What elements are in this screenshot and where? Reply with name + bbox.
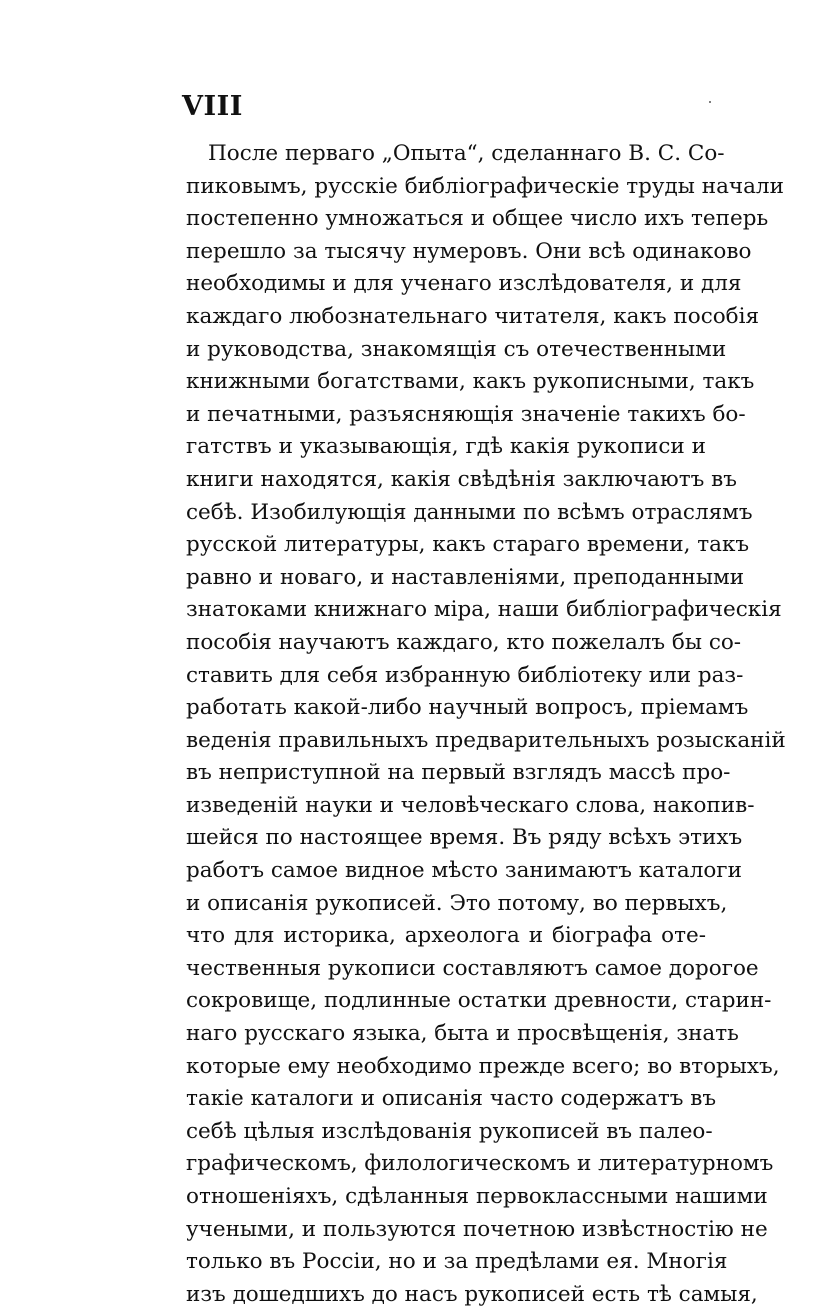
text-line: такіе каталоги и описанія часто содержатъ въ bbox=[186, 1086, 717, 1112]
text-line: и описанія рукописей. Это потому, во первыхъ, bbox=[186, 890, 728, 916]
text-line: необходимы и для ученаго изслѣдователя, и для bbox=[186, 271, 742, 297]
text-line: чественныя рукописи составляютъ самое дорогое bbox=[186, 955, 759, 981]
text-line: русской литературы, какъ стараго времени, такъ bbox=[186, 532, 750, 558]
text-line: пособія научаютъ каждаго, кто пожелалъ бы со- bbox=[186, 629, 742, 655]
text-line: наго русскаго языка, быта и просвѣщенія, знать bbox=[186, 1021, 739, 1047]
text-line: отношеніяхъ, сдѣланныя первоклассными нашими bbox=[186, 1184, 768, 1209]
text-line: равно и новаго, и наставленіями, преподанными bbox=[186, 564, 745, 590]
text-line: учеными, и пользуются почетною извѣстностію не bbox=[186, 1216, 768, 1242]
text-line: которые ему необходимо прежде всего; во вторыхъ, bbox=[186, 1053, 780, 1079]
text-line: перешло за тысячу нумеровъ. Они всѣ одинаково bbox=[186, 238, 752, 264]
text-line: и печатными, разъясняющія значеніе такихъ бо- bbox=[186, 401, 746, 427]
text-line: шейся по настоящее время. Въ ряду всѣхъ этихъ bbox=[186, 825, 743, 851]
text-line: что для историка, археолога и біографа оте- bbox=[186, 923, 706, 949]
text-line: сокровище, подлинные остатки древности, старин- bbox=[186, 988, 772, 1014]
text-line: и руководства, знакомящія съ отечественными bbox=[186, 336, 727, 362]
text-line: пиковымъ, русскіе библіографическіе труды начали bbox=[186, 173, 784, 199]
text-line: ставить для себя избранную библіотеку или раз- bbox=[186, 662, 744, 688]
text-line: каждаго любознательнаго читателя, какъ пособія bbox=[186, 303, 760, 329]
text-line: изведеній науки и человѣческаго слова, накопив- bbox=[186, 792, 755, 818]
text-line: гатствъ и указывающія, гдѣ какія рукописи и bbox=[186, 434, 706, 460]
text-line: книжными богатствами, какъ рукописными, такъ bbox=[186, 369, 755, 395]
text-line: работъ самое видное мѣсто занимаютъ каталоги bbox=[186, 858, 742, 884]
text-line: въ неприступной на первый взглядъ массѣ про- bbox=[186, 760, 731, 786]
text-line: книги находятся, какія свѣдѣнія заключаютъ въ bbox=[186, 466, 737, 492]
text-line: себѣ. Изобилующія данными по всѣмъ отраслямъ bbox=[186, 499, 753, 525]
page-number: VIII bbox=[182, 91, 243, 122]
text-line: постепенно умножаться и общее число ихъ теперь bbox=[186, 206, 769, 232]
text-line: графическомъ, филологическомъ и литературномъ bbox=[186, 1151, 774, 1177]
text-line: знатоками книжнаго міра, наши библіографическія bbox=[186, 597, 782, 623]
text-line: работать какой-либо научный вопросъ, пріемамъ bbox=[186, 695, 749, 721]
text-line: только въ Россіи, но и за предѣлами ея. Многія bbox=[186, 1249, 728, 1275]
body-text bbox=[186, 138, 786, 1311]
paper-speck bbox=[709, 101, 711, 103]
text-line: изъ дошедшихъ до насъ рукописей есть тѣ самыя, bbox=[186, 1281, 758, 1307]
text-line: После перваго „Опыта“, сделаннаго В. С. Со- bbox=[208, 141, 725, 166]
text-line: себѣ цѣлыя изслѣдованія рукописей въ палео- bbox=[186, 1118, 713, 1144]
text-line: веденія правильныхъ предварительныхъ розысканій bbox=[186, 727, 786, 753]
